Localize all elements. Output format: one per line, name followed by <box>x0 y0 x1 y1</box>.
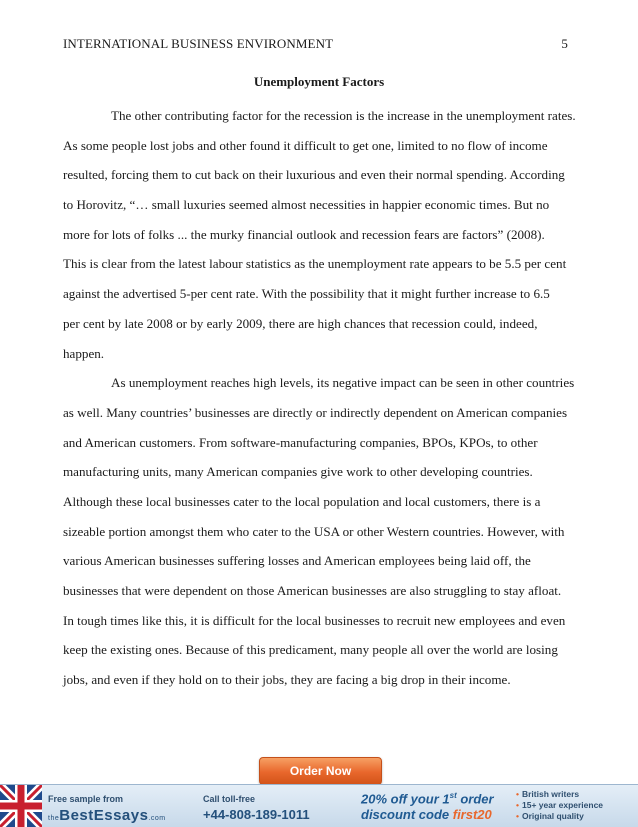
body-line: to Horovitz, “… small luxuries seemed almost necessities in happier economic times. But no <box>63 197 550 213</box>
promo-code: first20 <box>452 807 492 822</box>
order-now-button[interactable]: Order Now <box>259 757 382 785</box>
body-line: manufacturing units, many American companies give work to other developing countries. <box>63 464 533 480</box>
brand-prefix: the <box>48 815 60 822</box>
body-line: and American customers. From software-manufacturing companies, BPOs, KPOs, to other <box>63 434 538 450</box>
call-label: Call toll-free <box>203 794 256 804</box>
body-line: The other contributing factor for the recession is the increase in the unemployment rates. <box>111 108 576 123</box>
promo-text-end: order <box>456 791 494 807</box>
body-line: per cent by late 2008 or by early 2009, there are high chances that recession could, indeed, <box>63 315 538 331</box>
running-head-title: INTERNATIONAL BUSINESS ENVIRONMENT <box>63 36 334 51</box>
body-line: In tough times like this, it is difficult for the local businesses to recruit new employees and even <box>63 612 566 628</box>
brand-logo[interactable] <box>48 807 166 824</box>
feature-list <box>516 789 603 822</box>
page-number: 5 <box>561 36 568 51</box>
body-line: resulted, forcing them to cut back on their luxurious and even their normal spending. According <box>63 167 565 183</box>
ad-banner[interactable] <box>0 784 638 827</box>
body-line: As some people lost jobs and other found it difficult to get one, limited to no flow of income <box>63 137 548 153</box>
body-line: more for lots of folks ... the murky financial outlook and recession fears are factors” (2008). <box>63 226 545 242</box>
body-line: against the advertised 5-per cent rate. With the possibility that it might further increase to 6.5 <box>63 286 550 302</box>
free-sample-label: Free sample from <box>48 794 124 804</box>
uk-flag-icon <box>0 785 42 827</box>
body-line: This is clear from the latest labour statistics as the unemployment rate appears to be 5.5 per cent <box>63 256 567 272</box>
body-line: sizeable portion amongst them who cater to the USA or other Western countries. However, with <box>63 523 565 539</box>
running-head <box>63 36 568 52</box>
brand-suffix: .com <box>148 815 166 822</box>
body-line: keep the existing ones. Because of this predicament, many people all over the world are losing <box>63 642 558 658</box>
body-line: businesses that were dependent on those American businesses are also struggling to stay afloat. <box>63 583 562 598</box>
brand-name: BestEssays <box>59 807 149 824</box>
promo-code-label: discount code <box>361 807 453 822</box>
section-heading: Unemployment Factors <box>253 74 385 89</box>
feature-item: • 15+ year experience <box>516 800 604 810</box>
body-line: As unemployment reaches high levels, its negative impact can be seen in other countries <box>111 375 575 391</box>
body-line: happen. <box>63 345 105 361</box>
promo-discount <box>361 791 494 806</box>
feature-item: • British writers <box>516 789 580 799</box>
promo-text: 20% off your 1 <box>361 791 450 807</box>
body-line: various American businesses suffering losses and American employees being laid off, the <box>63 553 531 569</box>
body-line: Although these local businesses cater to the local population and local customers, there is a <box>63 493 541 509</box>
body-line: jobs, and even if they hold on to their jobs, they are facing a big drop in their income. <box>63 672 511 688</box>
phone-number[interactable]: +44-808-189-1011 <box>203 807 310 822</box>
body-line: as well. Many countries’ businesses are directly or indirectly dependent on American companies <box>63 404 568 420</box>
promo-sup: st <box>449 791 457 800</box>
promo-code-line <box>361 807 492 822</box>
body-text <box>63 101 576 695</box>
feature-item: • Original quality <box>516 811 584 821</box>
